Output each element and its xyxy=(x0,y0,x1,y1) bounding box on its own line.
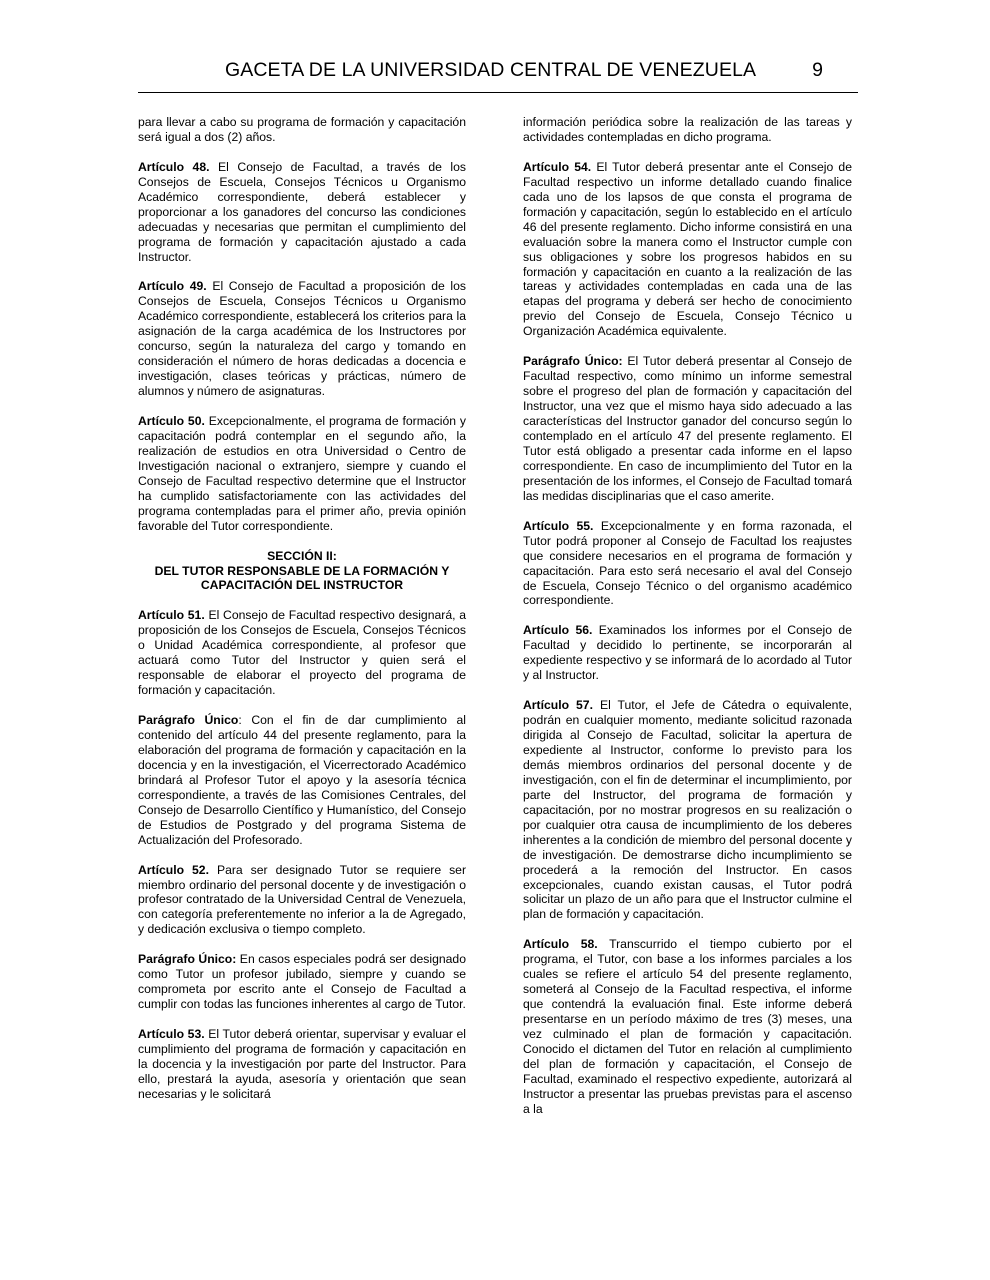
paragrafo-label: Parágrafo Único: xyxy=(138,952,237,967)
page-header xyxy=(138,56,858,93)
article-51 xyxy=(138,608,466,698)
section-heading xyxy=(138,549,466,594)
paragrafo-unico-54 xyxy=(523,354,852,504)
section-number: SECCIÓN II: xyxy=(267,548,337,563)
article-label: Artículo 55. xyxy=(523,518,594,533)
article-label: Artículo 51. xyxy=(138,608,205,623)
article-54 xyxy=(523,160,852,339)
article-label: Artículo 49. xyxy=(138,279,207,294)
article-48 xyxy=(138,160,466,265)
article-text: Excepcionalmente, el programa de formación y capacitación podrá contemplar en el segundo año, la realización de estudios en otra Universidad o Centro de Investigación nacional o extranjero, siempre y cuando el Consejo de Facultad respectivo determine que el Instructor ha cumplido satisfactoriamente con las actividades del programa contempladas para el primer año, previa opinión favorable del Tutor correspondiente. xyxy=(138,414,466,533)
article-label: Artículo 56. xyxy=(523,623,593,638)
article-label: Artículo 58. xyxy=(523,937,598,952)
article-label: Artículo 53. xyxy=(138,1027,205,1041)
article-text: Excepcionalmente y en forma razonada, el Tutor podrá proponer al Consejo de Facultad los reajustes que considere necesarios en el programa de formación y capacitación. Para esto será necesario el aval del Consejo de Escuela, Consejo Técnico o del organismo académico correspondiente. xyxy=(523,518,852,608)
article-text: Para ser designado Tutor se requiere ser miembro ordinario del personal docente y de investigación o profesor contratado de la Universidad Central de Venezuela, con categoría preferentemente no inferior a la de Agregado, y dedicación exclusiva o tiempo completo. xyxy=(138,862,466,937)
article-52 xyxy=(138,863,466,938)
paragrafo-unico-52 xyxy=(138,952,466,1012)
article-text: Transcurrido el tiempo cubierto por el programa, el Tutor, con base a los informes parciales a los cuales se refiere el artículo 54 del presente reglamento, someterá al Consejo de la Facultad respectiva, el informe que contendrá la evaluación final. Este informe deberá presentarse en un período máximo de tres (3) meses, una vez culminado el plan de formación y capacitación. Conocido el dictamen del Tutor en relación al cumplimiento del plan de formación y capacitación, el Consejo de Facultad, examinado el respectivo expediente, autorizará al Instructor a presentar las pruebas previstas para el ascenso a la xyxy=(523,937,853,1116)
article-text: El Tutor deberá orientar, supervisar y evaluar el cumplimiento del programa de formación y capacitación en la docencia y la investigación por parte del Instructor. Para ello, prestará la ayuda, asesoría y orientación que sean necesarias y le solicitará xyxy=(138,1027,467,1101)
article-53 xyxy=(138,1027,466,1102)
article-text: El Consejo de Facultad, a través de los Consejos de Escuela, Consejos Técnicos u Organismo Académico correspondiente, deberá establecer y proporcionar a los ganadores del concurso las condiciones adecuadas y necesarias que permitan el cumplimiento del programa de formación y capacitación ajustado a cada Instructor. xyxy=(138,159,467,264)
article-text: El Consejo de Facultad a proposición de los Consejos de Escuela, Consejos Técnicos u Organismo Académico correspondiente, establecerá los criterios para la asignación de la carga académica de los Instructores por concurso, según la naturaleza del cargo y tomando en consideración el número de horas dedicadas a docencia e investigación, clases teóricas y prácticas, número de alumnos y número de asignaturas. xyxy=(138,279,467,399)
article-label: Artículo 57. xyxy=(523,698,593,713)
paragrafo-text: El Tutor deberá presentar al Consejo de Facultad respectivo, como mínimo un informe semestral sobre el progreso del plan de formación y capacitación del Instructor, una vez que el mismo haya sido adecuado a las características del Instructor ganador del concurso según lo contemplado en el artículo 47 del presente reglamento. El Tutor está obligado a presentar cada informe en el lapso correspondiente. En caso de incumplimiento del Tutor en la presentación de los informes, el Consejo de Facultad tomará las medidas disciplinarias que el caso amerite. xyxy=(523,354,852,503)
article-label: Artículo 48. xyxy=(138,159,210,174)
paragrafo-label: Parágrafo Único xyxy=(138,713,239,728)
paragrafo-text: : Con el fin de dar cumplimiento al contenido del artículo 44 del presente reglamento, para la elaboración del programa de formación y capacitación en la docencia y en la investigación, el Vicerrectorado Académico brindará al Profesor Tutor el apoyo y la asesoría técnica correspondiente, a través de las Comisiones Centrales, del Consejo de Desarrollo Científico y Humanístico, del Consejo de Estudios de Postgrado y del programa Sistema de Actualización del Profesorado. xyxy=(138,713,466,847)
left-column xyxy=(138,115,466,1117)
right-column xyxy=(523,115,852,1132)
article-text: El Tutor, el Jefe de Cátedra o equivalente, podrán en cualquier momento, mediante solicitud razonada dirigida al Consejo de Facultad, solicitar la apertura de expediente al Instructor, conforme lo previsto para los demás miembros ordinarios del personal docente y de investigación, con el fin de determinar el incumplimiento, por parte del Instructor, del programa de formación y capacitación, por no mostrar progresos en su realización o por cualquier otra causa de incumplimiento de los deberes inherentes a la condición de miembro del personal docente y de investigación. De demostrarse dicho incumplimiento se procederá a la remoción del Instructor. En casos excepcionales, cuando existan causas, el Tutor podrá solicitar un plazo de un año para que el Instructor culmine el plan de formación y capacitación. xyxy=(523,698,853,922)
article-50 xyxy=(138,414,466,534)
paragrafo-unico-51 xyxy=(138,713,466,848)
article-label: Artículo 54. xyxy=(523,159,592,174)
gazette-title: GACETA DE LA UNIVERSIDAD CENTRAL DE VENEZUELA xyxy=(225,59,757,81)
article-55 xyxy=(523,519,852,609)
article-text: El Consejo de Facultad respectivo designará, a proposición de los Consejos de Escuela, Consejos Técnicos o Unidad Académica correspondiente, al profesor que actuará como Tutor del Instructor y quien será el responsable de elaborar el proyecto del programa de formación y capacitación. xyxy=(138,608,467,698)
article-49 xyxy=(138,279,466,399)
paragrafo-text: En casos especiales podrá ser designado como Tutor un profesor jubilado, siempre y cuando se comprometa por escrito ante el Consejo de Facultad a cumplir con todas las funciones inherentes al cargo de Tutor. xyxy=(138,952,466,1012)
article-57 xyxy=(523,698,852,922)
article-58 xyxy=(523,937,852,1116)
section-title-line-1: DEL TUTOR RESPONSABLE DE LA FORMACIÓN Y xyxy=(154,563,450,578)
article-56 xyxy=(523,623,852,683)
continued-paragraph: para llevar a cabo su programa de formación y capacitación será igual a dos (2) años. xyxy=(138,115,466,144)
page-number: 9 xyxy=(812,59,823,81)
article-label: Artículo 52. xyxy=(138,862,209,877)
continued-paragraph: información periódica sobre la realización de las tareas y actividades contempladas en dicho programa. xyxy=(523,115,852,144)
article-text: Examinados los informes por el Consejo de Facultad y decidido lo pertinente, se incorporarán al expediente respectivo y se informará de lo acordado al Tutor y al Instructor. xyxy=(523,623,852,683)
section-title-line-2: CAPACITACIÓN DEL INSTRUCTOR xyxy=(200,578,404,593)
paragrafo-label: Parágrafo Único: xyxy=(523,354,623,369)
article-label: Artículo 50. xyxy=(138,414,205,429)
article-text: El Tutor deberá presentar ante el Consejo de Facultad respectivo un informe detallado cuando finalice cada uno de los lapsos de que consta el programa de formación y capacitación, según lo establecido en el artículo 46 del presente reglamento. Dicho informe consistirá en una evaluación sobre la manera como el Instructor cumple con sus obligaciones y sobre los progresos habidos en su formación y capacitación en cuanto a la realización de las tareas y actividades contempladas en cada una de las etapas del programa y deberá ser hecho de conocimiento previo del Consejo de Escuela, Consejo Técnico u Organización Académica equivalente. xyxy=(523,159,852,339)
